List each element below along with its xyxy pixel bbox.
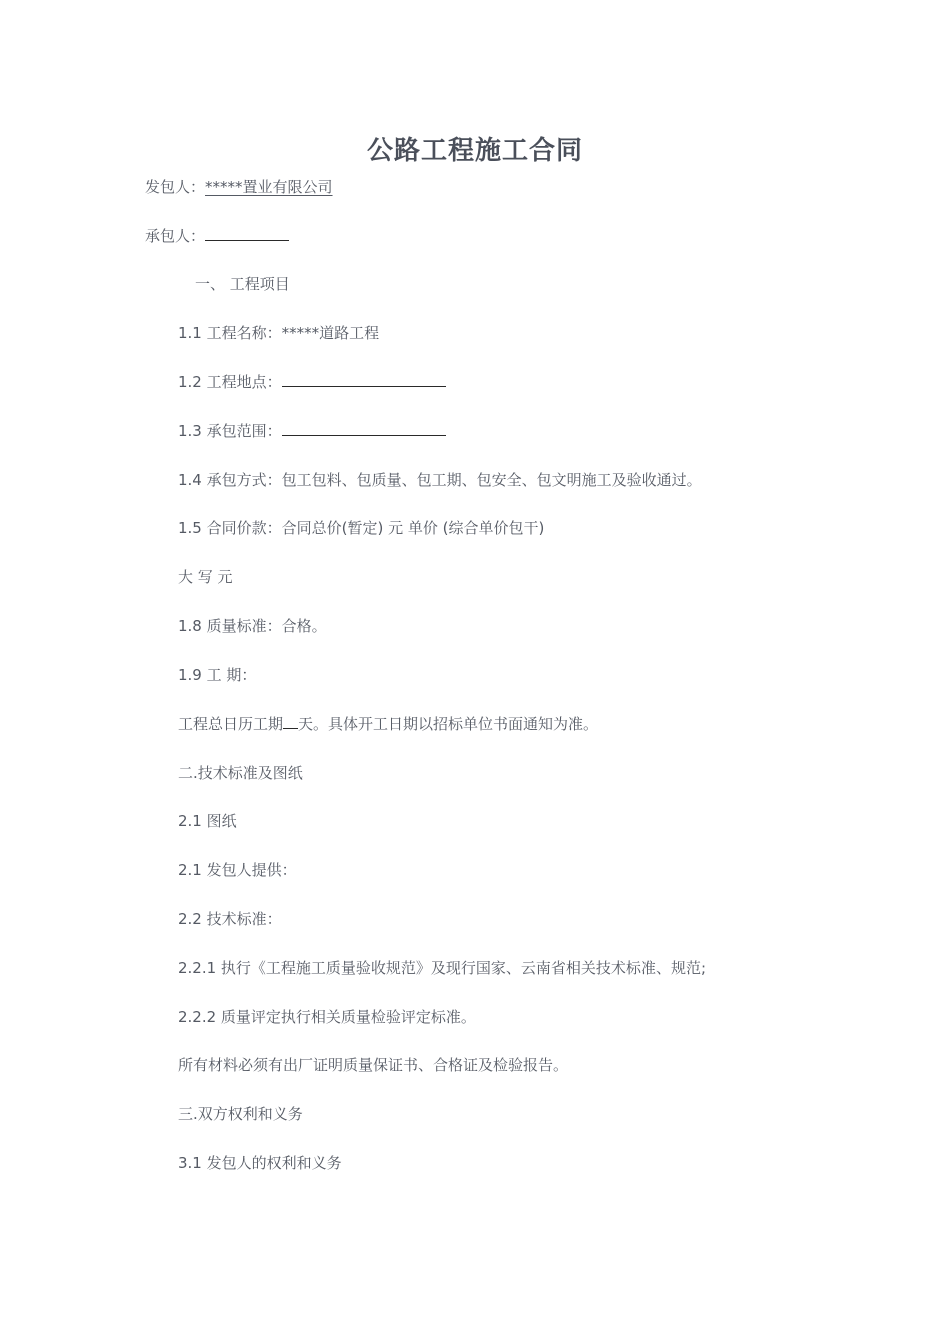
contractor-label: 承包人： xyxy=(145,227,206,245)
item-2-1: 2.1 图纸 xyxy=(178,812,237,830)
document-title: 公路工程施工合同 xyxy=(366,136,583,166)
section1-heading: 一、 工程项目 xyxy=(195,275,290,293)
period-prefix: 工程总日历工期 xyxy=(178,715,284,733)
item-1-5: 1.5 合同价款：合同总价(暂定) 元 单价 (综合单价包干) xyxy=(178,519,545,537)
item-2-1b: 2.1 发包人提供： xyxy=(178,861,297,879)
contractor-line xyxy=(145,226,289,246)
item-1-4: 1.4 承包方式：包工包料、包质量、包工期、包安全、包文明施工及验收通过。 xyxy=(178,471,702,489)
contractor-blank xyxy=(205,226,289,241)
item-1-9: 1.9 工 期： xyxy=(178,666,257,684)
item-2-2: 2.2 技术标准： xyxy=(178,910,282,928)
scope-blank xyxy=(282,421,446,436)
period-suffix: 天。具体开工日期以招标单位书面通知为准。 xyxy=(298,715,599,733)
item-2-2-2: 2.2.2 质量评定执行相关质量检验评定标准。 xyxy=(178,1008,476,1026)
section3-heading: 三.双方权利和义务 xyxy=(178,1105,303,1123)
item-1-3-label: 1.3 承包范围： xyxy=(178,422,282,440)
employer-line xyxy=(145,177,333,197)
employer-label: 发包人： xyxy=(145,178,206,196)
item-1-2-label: 1.2 工程地点： xyxy=(178,373,282,391)
construction-period xyxy=(178,714,598,734)
employer-value: *****置业有限公司 xyxy=(205,178,333,196)
section2-heading: 二.技术标准及图纸 xyxy=(178,764,303,782)
capital-amount: 大 写 元 xyxy=(178,568,233,586)
item-2-2-1: 2.2.1 执行《工程施工质量验收规范》及现行国家、云南省相关技术标准、规范; xyxy=(178,959,706,977)
item-1-3 xyxy=(178,421,446,441)
item-1-2 xyxy=(178,372,446,392)
location-blank xyxy=(282,372,446,387)
item-1-8: 1.8 质量标准：合格。 xyxy=(178,617,327,635)
item-3-1: 3.1 发包人的权利和义务 xyxy=(178,1154,342,1172)
item-1-1: 1.1 工程名称：*****道路工程 xyxy=(178,324,380,342)
period-days-blank xyxy=(283,714,298,729)
materials-requirement: 所有材料必须有出厂证明质量保证书、合格证及检验报告。 xyxy=(178,1056,569,1074)
